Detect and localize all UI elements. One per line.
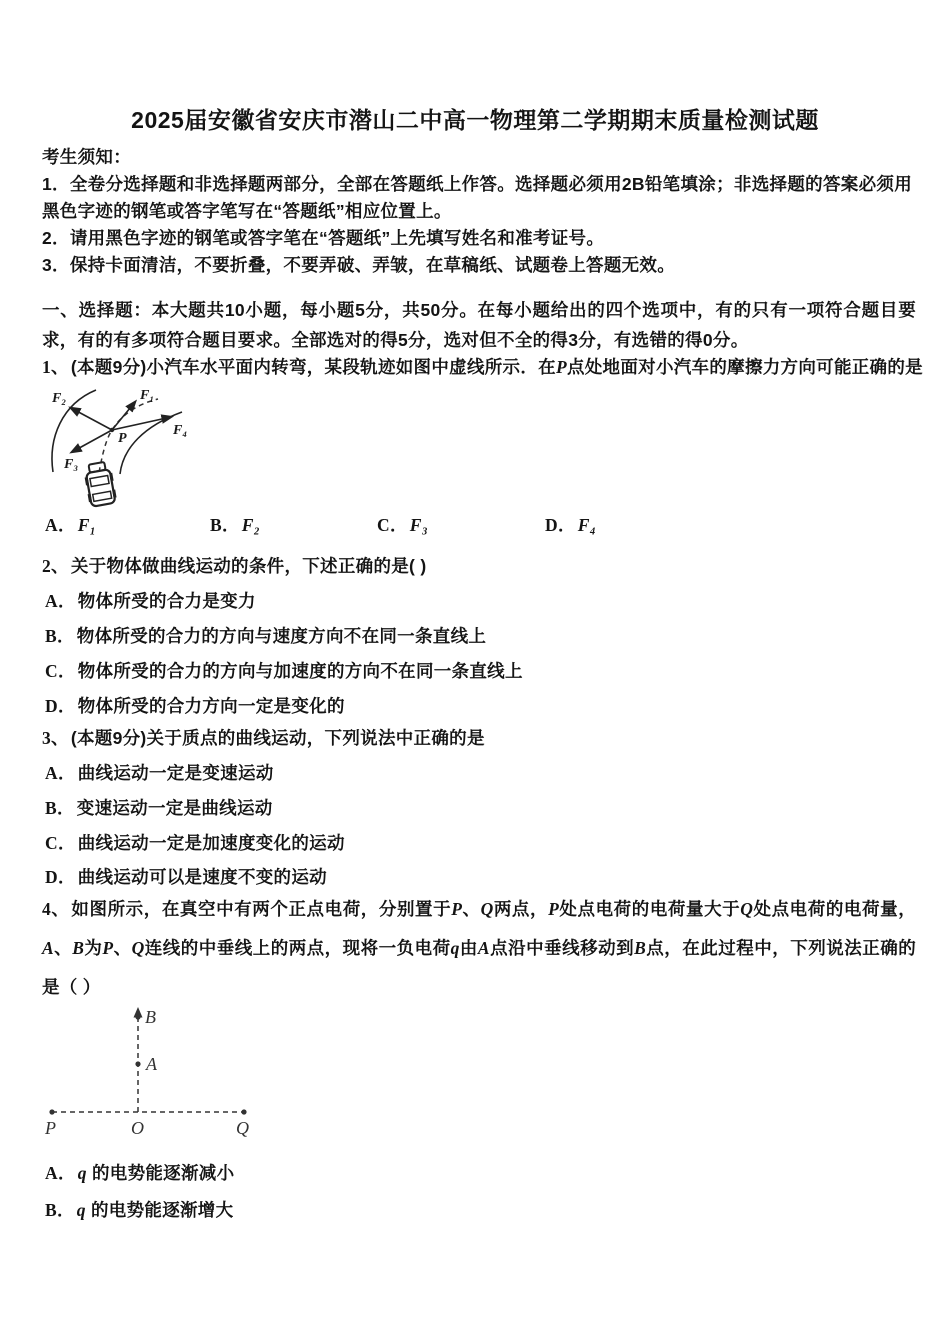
question-3-option-a: A． 曲线运动一定是变速运动 [45, 763, 274, 783]
notice-item-1: 1．全卷分选择题和非选择题两部分，全部在答题纸上作答。选择题必须用2B铅笔填涂；非选择题的答案必须用黑色字迹的钢笔或答字笔写在“答题纸”相应位置上。 [42, 174, 912, 221]
question-1-option-a: A． F₁ [45, 515, 97, 535]
question-2-option-c: C． 物体所受的合力的方向与加速度的方向不在同一条直线上 [45, 661, 523, 681]
notice-item-3: 3．保持卡面清洁，不要折叠，不要弄破、弄皱，在草稿纸、试题卷上答题无效。 [42, 255, 676, 275]
fig2-label-p: P [45, 1118, 56, 1138]
point-p-dot [110, 428, 114, 432]
notice-heading: 考生须知： [42, 147, 131, 167]
fig1-label-f2: F₂ [52, 391, 67, 406]
point-p-charge-dot [49, 1109, 54, 1114]
fig1-label-f4: F₄ [173, 423, 188, 438]
charges-midline-diagram [38, 996, 260, 1138]
question-4-figure [38, 996, 260, 1143]
question-4-stem [42, 890, 916, 1007]
fig1-label-f1: F₁ [140, 388, 155, 403]
question-1-stem [42, 354, 923, 380]
question-1-option-d: D． F₄ [545, 515, 597, 535]
question-4-option-a: A． q 的电势能逐渐减小 [45, 1163, 235, 1183]
question-2-stem [42, 553, 426, 579]
question-3-option-b: B． 变速运动一定是曲线运动 [45, 798, 273, 818]
question-3-option-d: D． 曲线运动可以是速度不变的运动 [45, 867, 327, 887]
question-2-option-b: B． 物体所受的合力的方向与速度方向不在同一条直线上 [45, 626, 487, 646]
question-3-option-c: C． 曲线运动一定是加速度变化的运动 [45, 833, 345, 853]
notice-item-2: 2．请用黑色字迹的钢笔或答字笔在“答题纸”上先填写姓名和准考证号。 [42, 228, 605, 248]
road-forces-diagram [40, 386, 205, 512]
point-b-dot [135, 1014, 140, 1019]
question-2-option-a: A． 物体所受的合力是变力 [45, 591, 256, 611]
question-3-number: 3、 [42, 728, 69, 748]
fig1-label-p: P [118, 431, 127, 446]
question-4-number: 4、 [42, 899, 70, 919]
question-1-option-b: B． F₂ [210, 515, 261, 535]
question-2-number: 2、 [42, 556, 69, 576]
fig2-label-q: Q [236, 1118, 249, 1138]
question-4-option-b: B． q 的电势能逐渐增大 [45, 1200, 234, 1220]
point-a-dot [135, 1061, 140, 1066]
point-q-charge-dot [241, 1109, 246, 1114]
fig2-label-a: A [146, 1054, 157, 1074]
question-3-text: (本题9分)关于质点的曲线运动，下列说法中正确的是 [70, 728, 485, 748]
question-2-text: 关于物体做曲线运动的条件，下述正确的是( ) [70, 556, 427, 576]
section-header-choice: 一、选择题：本大题共10小题，每小题5分，共50分。在每小题给出的四个选项中，有的只有一项符合题目要求，有的有多项符合题目要求。全部选对的得5分，选对但不全的得3分，有选错的得0分。 [42, 300, 916, 350]
question-1-number: 1、 [42, 357, 69, 377]
question-1-option-c: C． F₃ [377, 515, 429, 535]
question-1-figure [40, 386, 205, 517]
fig2-label-b: B [145, 1007, 156, 1027]
fig1-label-f3: F₃ [64, 457, 79, 472]
page-title: 2025届安徽省安庆市潜山二中高一物理第二学期期末质量检测试题 [131, 107, 819, 133]
question-4-text: 如图所示，在真空中有两个正点电荷，分别置于P、Q两点，P处点电荷的电荷量大于Q处点电荷的电荷量，A、B为P、Q连线的中垂线上的两点，现将一负电荷q由A点沿中垂线移动到B点，在此过程中，下列说法正确的是（ ） [42, 899, 916, 997]
question-2-option-d: D． 物体所受的合力方向一定是变化的 [45, 696, 345, 716]
question-3-stem [42, 725, 485, 751]
question-1-text: (本题9分)小汽车水平面内转弯，某段轨迹如图中虚线所示．在P点处地面对小汽车的摩擦力方向可能正确的是 [70, 357, 923, 377]
fig2-label-o: O [131, 1118, 144, 1138]
force-arrow-f2 [71, 408, 112, 430]
